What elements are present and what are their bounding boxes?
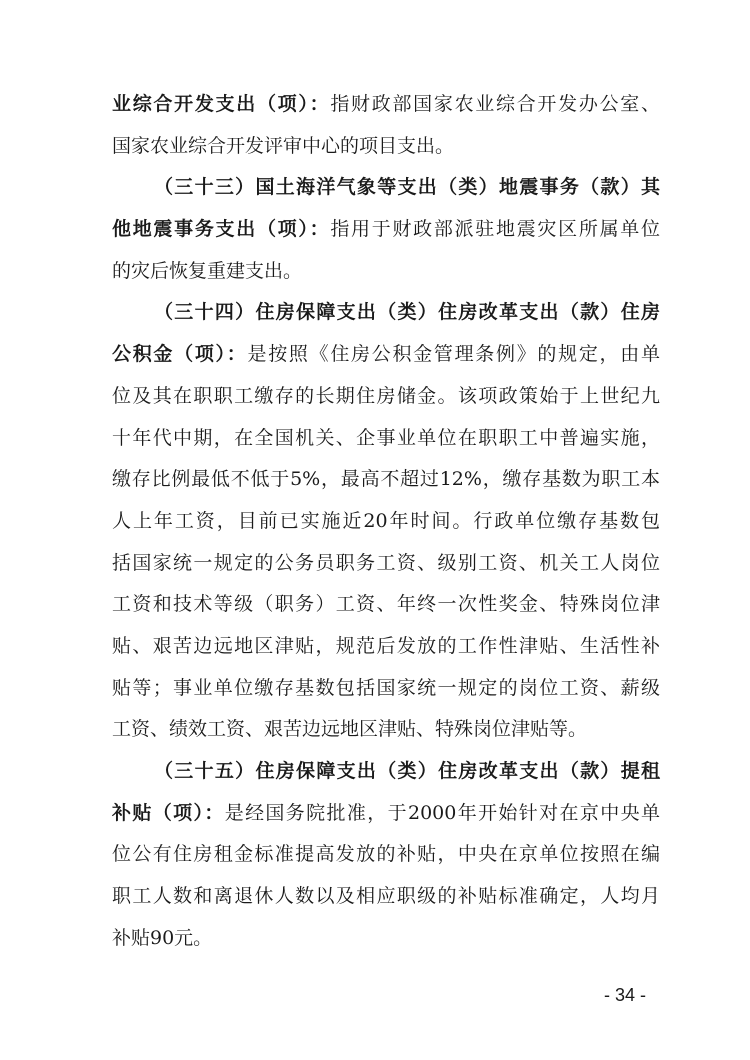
bold-run: （三十五）住房保障支出（类）住房改革支出（款）提租 [154,760,660,782]
normal-run: 十年代中期，在全国机关、企事业单位在职职工中普遍实施， [112,426,660,449]
normal-run: 贴等；事业单位缴存基数包括国家统一规定的岗位工资、薪级 [112,676,660,699]
normal-run: 补贴90元。 [112,926,213,949]
text-line [112,668,660,710]
normal-run: 指用于财政部派驻地震灾区所属单位 [330,218,660,241]
normal-run: 是经国务院批准，于2000年开始针对在京中央单 [224,801,660,824]
normal-run: 位公有住房租金标准提高发放的补贴，中央在京单位按照在编 [112,843,660,866]
normal-run: 工资、绩效工资、艰苦边远地区津贴、特殊岗位津贴等。 [112,718,588,741]
text-line [112,584,660,626]
normal-run: 贴、艰苦边远地区津贴，规范后发放的工作性津贴、生活性补 [112,634,660,657]
text-line [112,918,660,960]
document-body [112,84,660,959]
text-line [112,876,660,918]
text-line [112,376,660,418]
text-line [112,459,660,501]
text-line [112,126,660,168]
page-number: - 34 - [603,985,646,1005]
bold-run: 补贴（项）： [112,801,225,824]
normal-run: 职工人数和离退休人数以及相应职级的补贴标准确定，人均月 [112,885,660,908]
bold-run: 业综合开发支出（项）： [112,93,331,115]
text-line [112,626,660,668]
normal-run: 指财政部国家农业综合开发办公室、 [330,93,660,115]
text-line [112,334,660,376]
normal-run: 的灾后恢复重建支出。 [112,259,303,282]
bold-run: 他地震事务支出（项）： [112,218,331,241]
normal-run: 工资和技术等级（职务）工资、年终一次性奖金、特殊岗位津 [112,593,660,616]
normal-run: 位及其在职职工缴存的长期住房储金。该项政策始于上世纪九 [112,384,660,407]
bold-run: （三十三）国土海洋气象等支出（类）地震事务（款）其 [154,176,660,199]
text-line [112,501,660,543]
section-heading-line [112,751,660,793]
text-line [112,84,660,126]
normal-run: 国家农业综合开发评审中心的项目支出。 [112,134,455,157]
section-heading-line [112,292,660,334]
section-heading-line [112,167,660,209]
normal-run: 人上年工资，目前已实施近20年时间。行政单位缴存基数包 [112,509,660,532]
text-line [112,251,660,293]
bold-run: （三十四）住房保障支出（类）住房改革支出（款）住房 [154,301,660,324]
bold-run: 公积金（项）： [112,343,248,366]
text-line [112,709,660,751]
text-line [112,209,660,251]
normal-run: 是按照《住房公积金管理条例》的规定，由单 [247,343,660,366]
text-line [112,834,660,876]
normal-run: 缴存比例最低不低于5%，最高不超过12%，缴存基数为职工本 [112,468,660,491]
text-line [112,793,660,835]
normal-run: 括国家统一规定的公务员职务工资、级别工资、机关工人岗位 [112,551,660,574]
text-line [112,543,660,585]
text-line [112,418,660,460]
